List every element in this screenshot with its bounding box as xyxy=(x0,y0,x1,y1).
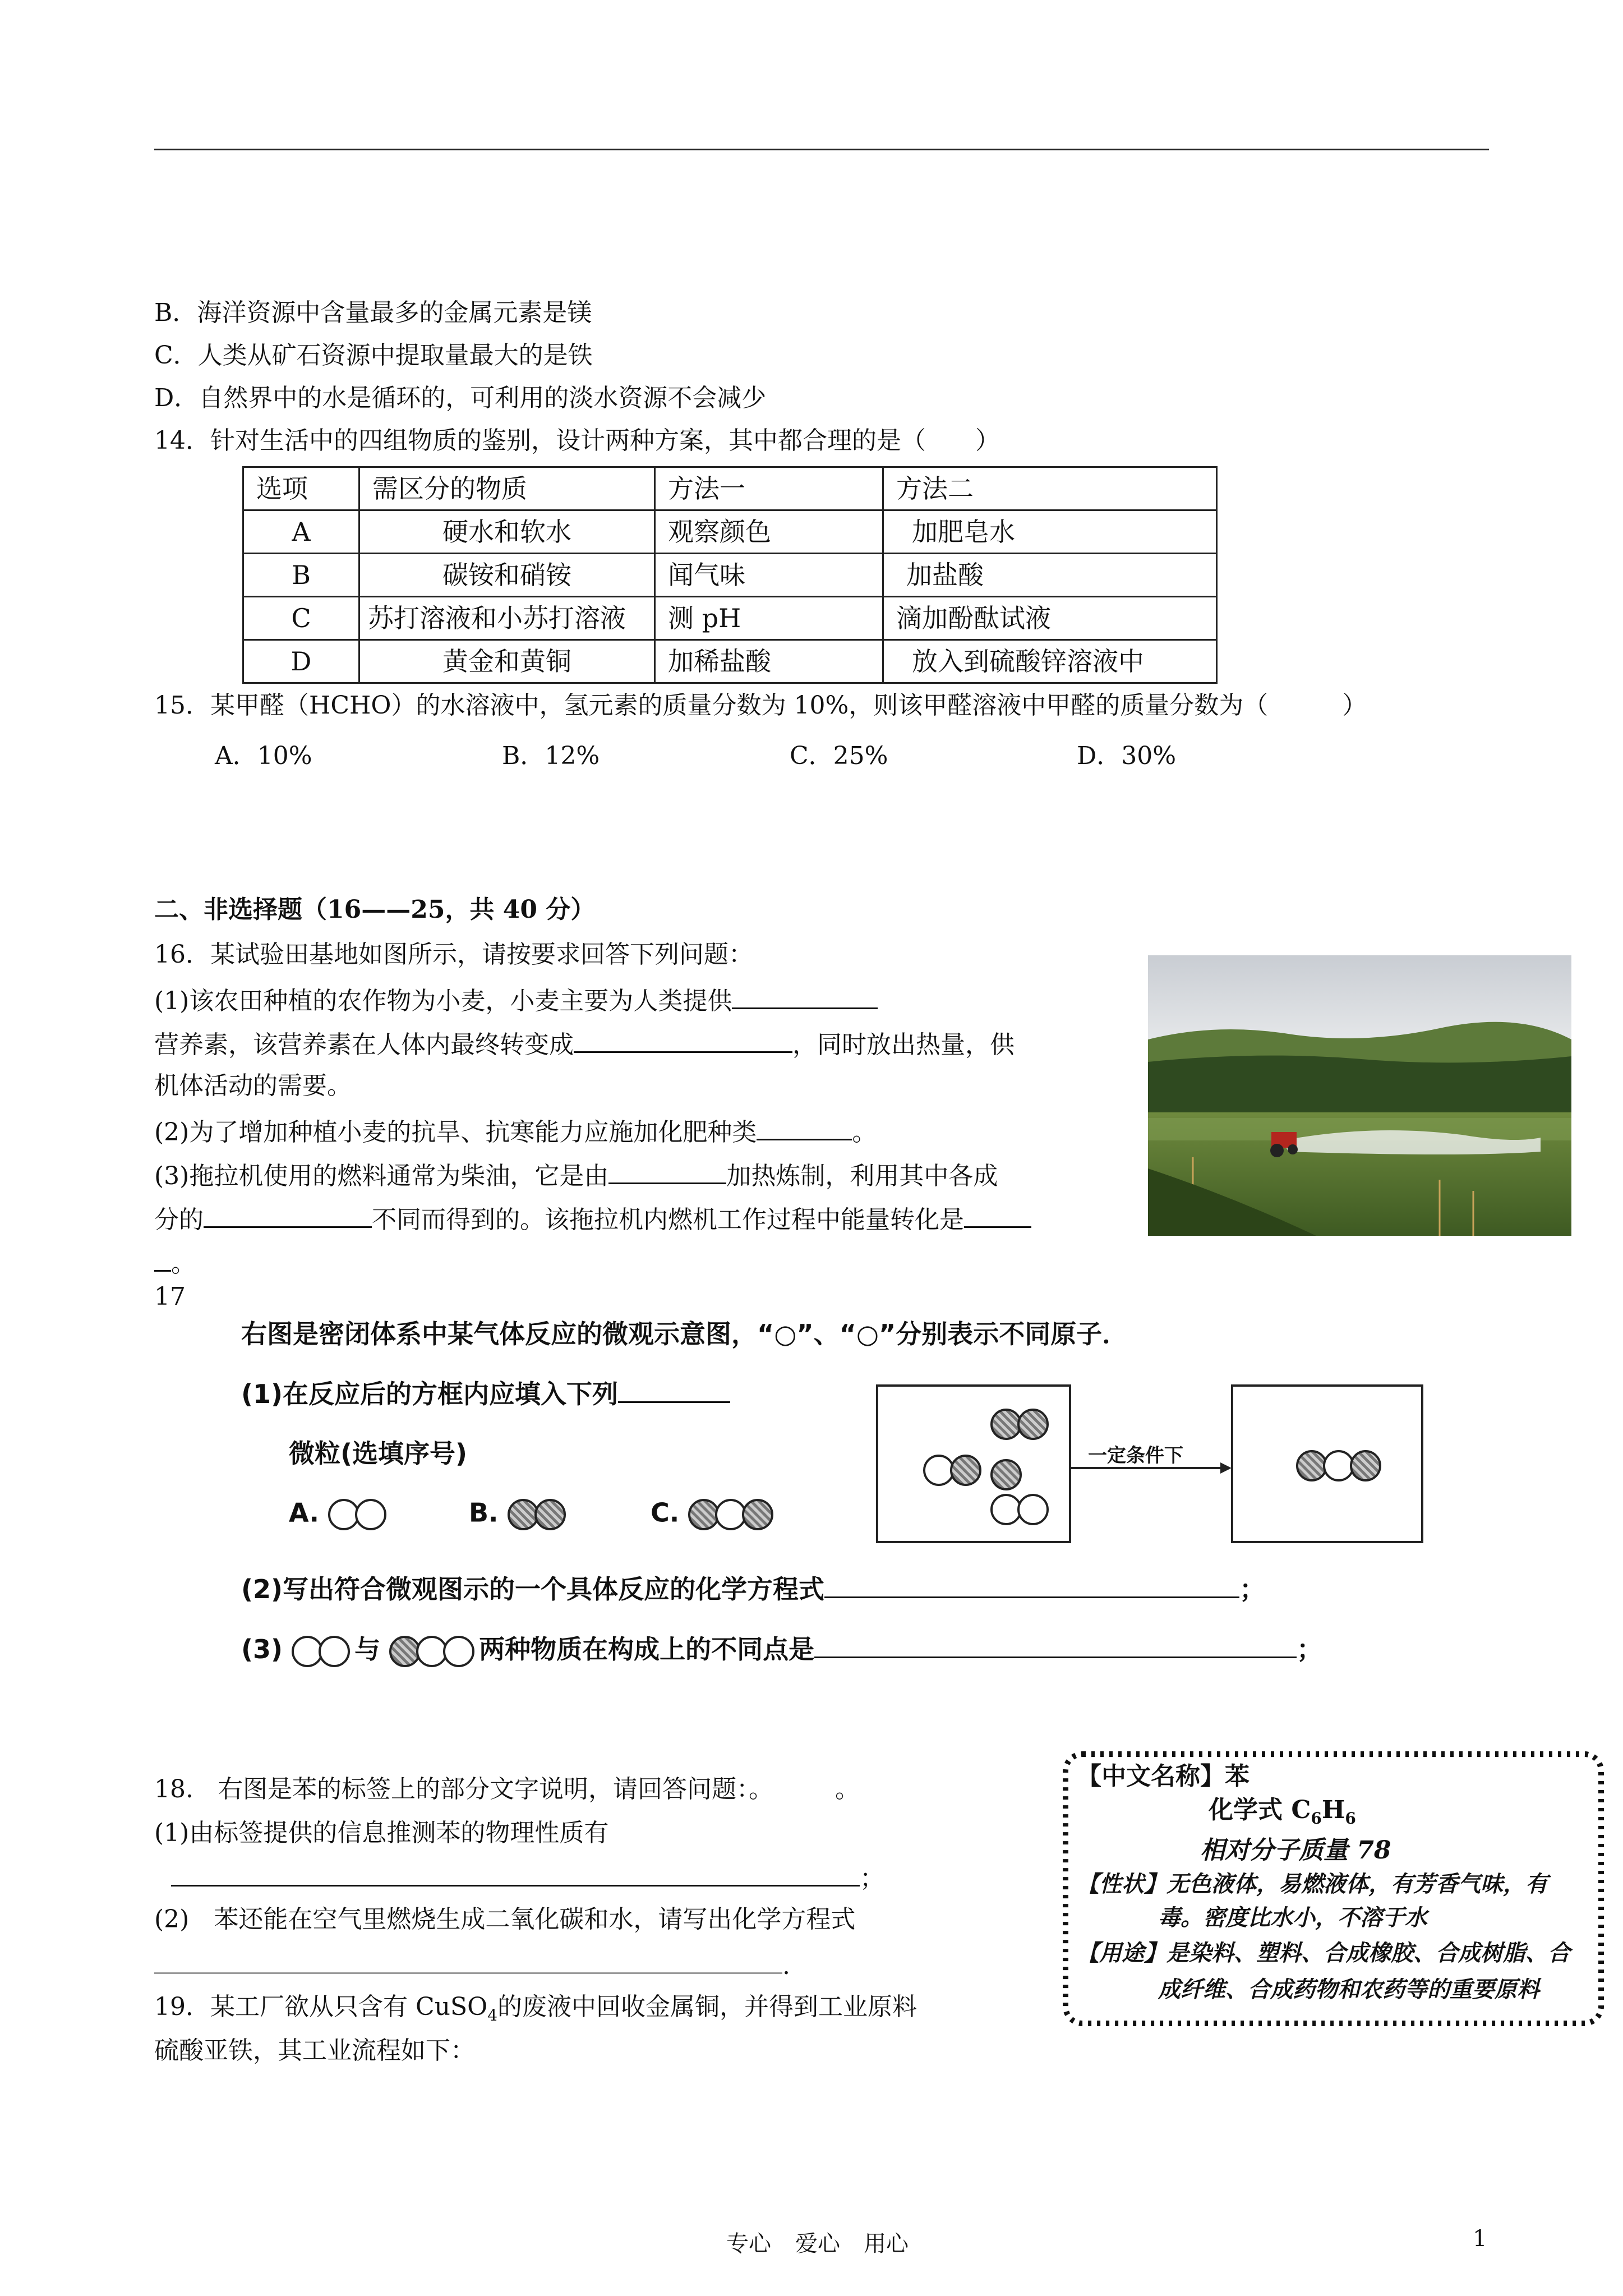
molecule-grey-grey xyxy=(990,1408,1044,1440)
text-segment: ； xyxy=(1239,1574,1266,1604)
text-segment: 。 xyxy=(852,1118,877,1147)
reactant-box xyxy=(876,1384,1071,1543)
question-14-table xyxy=(242,466,1218,684)
table-cell: 闻气味 xyxy=(655,554,883,597)
option-13-b: B．海洋资源中含量最多的金属元素是镁 xyxy=(154,298,592,327)
grey-atom-icon xyxy=(990,1459,1022,1490)
table-cell: 加肥皂水 xyxy=(883,510,1217,554)
molecule-white-white xyxy=(990,1493,1044,1525)
table-cell: 测 pH xyxy=(655,597,883,640)
benzene-label xyxy=(1060,1749,1607,2029)
text-segment: 与 xyxy=(354,1634,381,1664)
white-atom-icon xyxy=(319,1636,350,1667)
header-rule xyxy=(154,149,1489,150)
option-15-b: B．12% xyxy=(502,742,600,770)
answer-blank[interactable] xyxy=(608,1161,726,1184)
text-segment: (3)拖拉机使用的燃料通常为柴油，它是由 xyxy=(154,1162,609,1190)
text-segment: 不同而得到的。该拖拉机内燃机工作过程中能量转化是 xyxy=(372,1205,964,1234)
question-14-stem: 14．针对生活中的四组物质的鉴别，设计两种方案，其中都合理的是（ ） xyxy=(154,426,1000,455)
answer-blank[interactable] xyxy=(964,1205,1031,1228)
text-segment: 两种物质在构成上的不同点是 xyxy=(479,1634,815,1664)
question-16-line4 xyxy=(154,1117,877,1145)
text-segment: ，同时放出热量，供 xyxy=(792,1030,1015,1059)
table-cell: 苏打溶液和小苏打溶液 xyxy=(359,597,655,640)
text-segment: (2)写出符合微观图示的一个具体反应的化学方程式 xyxy=(241,1574,825,1604)
question-17-part3 xyxy=(241,1635,1322,1667)
text-segment: (1)该农田种植的农作物为小麦，小麦主要为人类提供 xyxy=(154,987,732,1015)
label-line-uses-1: 【用途】是染料、塑料、合成橡胶、合成树脂、合 xyxy=(1077,1940,1570,1966)
answer-blank[interactable] xyxy=(171,1864,860,1887)
subscript: 6 xyxy=(1311,1809,1322,1828)
molecule-grey-grey xyxy=(990,1458,1017,1490)
footer-text-2: 爱心 xyxy=(795,2231,840,2257)
question-19-line2: 硫酸亚铁，其工业流程如下： xyxy=(154,2036,475,2065)
table-header: 需区分的物质 xyxy=(359,467,655,510)
arrow-label: 一定条件下 xyxy=(1088,1444,1183,1467)
table-header: 选项 xyxy=(243,467,359,510)
answer-blank[interactable] xyxy=(824,1575,1239,1598)
option-15-c: C．25% xyxy=(790,742,888,770)
product-box xyxy=(1231,1384,1423,1543)
text-segment: (2)为了增加种植小麦的抗旱、抗寒能力应施加化肥种类 xyxy=(154,1118,757,1147)
question-16-stem: 16．某试验田基地如图所示，请按要求回答下列问题： xyxy=(154,940,753,969)
table-cell: 观察颜色 xyxy=(655,510,883,554)
question-17-intro: 右图是密闭体系中某气体反应的微观示意图，“○”、“○”分别表示不同原子． xyxy=(241,1319,1128,1349)
answer-blank[interactable] xyxy=(154,1249,171,1272)
table-cell: 加稀盐酸 xyxy=(655,640,883,683)
question-16-line6 xyxy=(154,1205,1031,1232)
table-row xyxy=(243,640,1217,683)
grey-atom-icon xyxy=(534,1499,566,1530)
text-segment: . xyxy=(782,1952,790,1980)
option-label: B. xyxy=(469,1497,499,1528)
table-header: 方法一 xyxy=(655,467,883,510)
question-17-part2 xyxy=(241,1575,1265,1602)
text-segment: 分的 xyxy=(154,1205,204,1234)
table-header: 方法二 xyxy=(883,467,1217,510)
question-17-part1b: 微粒(选填序号) xyxy=(289,1438,468,1469)
question-17-number: 17 xyxy=(154,1282,186,1311)
table-row xyxy=(243,597,1217,640)
white-atom-icon xyxy=(443,1636,474,1667)
answer-blank[interactable] xyxy=(204,1205,372,1228)
question-16-line2 xyxy=(154,1030,1015,1057)
label-line-props-1: 【性状】无色液体，易燃液体，有芳香气味，有 xyxy=(1077,1871,1548,1897)
question-19-line1 xyxy=(154,1995,917,2023)
farm-photo-image xyxy=(1148,955,1571,1236)
subscript: 6 xyxy=(1345,1809,1356,1828)
text-segment: ； xyxy=(1297,1634,1323,1664)
question-16-line1 xyxy=(154,986,878,1014)
white-atom-icon xyxy=(1017,1494,1049,1525)
table-cell: B xyxy=(243,554,359,597)
option-17-c xyxy=(651,1499,769,1530)
text-segment: (3) xyxy=(241,1634,283,1664)
label-line-name: 【中文名称】苯 xyxy=(1077,1762,1249,1791)
reaction-arrow-icon xyxy=(1069,1461,1232,1475)
table-cell: 黄金和黄铜 xyxy=(359,640,655,683)
label-line-props-2: 毒。密度比水小，不溶于水 xyxy=(1158,1904,1427,1931)
text-segment: 营养素，该营养素在人体内最终转变成 xyxy=(154,1030,574,1059)
footer-text-3: 用心 xyxy=(864,2231,909,2257)
label-line-formula xyxy=(1209,1798,1356,1826)
table-row xyxy=(243,554,1217,597)
text-segment: ； xyxy=(860,1864,884,1893)
table-cell: A xyxy=(243,510,359,554)
text-segment: 19．某工厂欲从只含有 CuSO xyxy=(154,1993,488,2021)
table-cell: 加盐酸 xyxy=(883,554,1217,597)
table-cell: D xyxy=(243,640,359,683)
text-segment: (1)在反应后的方框内应填入下列 xyxy=(241,1379,619,1409)
option-label: C. xyxy=(651,1497,680,1528)
table-header-row xyxy=(243,467,1217,510)
grey-atom-icon xyxy=(950,1455,981,1486)
text-segment: 化学式 C xyxy=(1209,1796,1311,1824)
white-atom-icon xyxy=(355,1499,386,1530)
grey-atom-icon xyxy=(1350,1450,1381,1481)
question-16-line5 xyxy=(154,1161,998,1189)
farm-photo xyxy=(1148,955,1571,1236)
option-15-d: D．30% xyxy=(1077,742,1177,770)
answer-blank[interactable] xyxy=(814,1635,1297,1658)
label-line-mass: 相对分子质量 78 xyxy=(1200,1836,1391,1865)
question-16-line3: 机体活动的需要。 xyxy=(154,1071,352,1100)
table-row xyxy=(243,510,1217,554)
question-18-stem: 18. 右图是苯的标签上的部分文字说明，请回答问题：。 。 xyxy=(154,1775,860,1803)
question-17-part1 xyxy=(241,1380,730,1407)
option-label: A. xyxy=(289,1497,319,1528)
question-18-part1: (1)由标签提供的信息推测苯的物理性质有 xyxy=(154,1819,609,1847)
grey-atom-icon xyxy=(1017,1409,1049,1440)
table-cell: 碳铵和硝铵 xyxy=(359,554,655,597)
text-segment: 的废液中回收金属铜，并得到工业原料 xyxy=(497,1993,917,2021)
text-segment: 。 xyxy=(171,1249,196,1278)
question-16-line7 xyxy=(154,1249,196,1276)
option-15-a: A．10% xyxy=(215,742,312,770)
option-17-a xyxy=(289,1499,382,1530)
question-15-stem: 15．某甲醛（HCHO）的水溶液中，氢元素的质量分数为 10%，则该甲醛溶液中甲醛的质量分数为（ ） xyxy=(154,691,1367,720)
footer-text-1: 专心 xyxy=(726,2231,771,2257)
answer-blank[interactable] xyxy=(154,1951,782,1974)
answer-blank[interactable] xyxy=(757,1117,852,1140)
option-13-d: D．自然界中的水是循环的，可利用的淡水资源不会减少 xyxy=(154,384,767,412)
text-segment: 加热炼制，利用其中各成 xyxy=(726,1162,998,1190)
option-13-c: C．人类从矿石资源中提取量最大的是铁 xyxy=(154,341,593,370)
text-segment: H xyxy=(1321,1796,1345,1824)
subscript: 4 xyxy=(487,2005,498,2024)
label-line-uses-2: 成纤维、合成药物和农药等的重要原料 xyxy=(1158,1976,1539,2003)
grey-atom-icon xyxy=(742,1499,773,1530)
table-cell: 滴加酚酞试液 xyxy=(883,597,1217,640)
table-cell: C xyxy=(243,597,359,640)
answer-blank[interactable] xyxy=(574,1030,792,1053)
option-17-b xyxy=(469,1499,561,1530)
answer-blank[interactable] xyxy=(618,1380,730,1403)
question-18-part1-answer xyxy=(171,1864,884,1891)
answer-blank[interactable] xyxy=(732,986,878,1009)
question-18-part2: (2) 苯还能在空气里燃烧生成二氧化碳和水，请写出化学方程式 xyxy=(154,1905,856,1934)
question-18-part2-answer xyxy=(154,1951,790,1978)
section-2-heading: 二、非选择题（16——25，共 40 分） xyxy=(154,895,596,924)
table-cell: 放入到硫酸锌溶液中 xyxy=(883,640,1217,683)
table-cell: 硬水和软水 xyxy=(359,510,655,554)
molecule-white-grey xyxy=(923,1454,977,1486)
page-number: 1 xyxy=(1473,2226,1487,2252)
molecule-grey-white-grey xyxy=(1296,1450,1377,1481)
